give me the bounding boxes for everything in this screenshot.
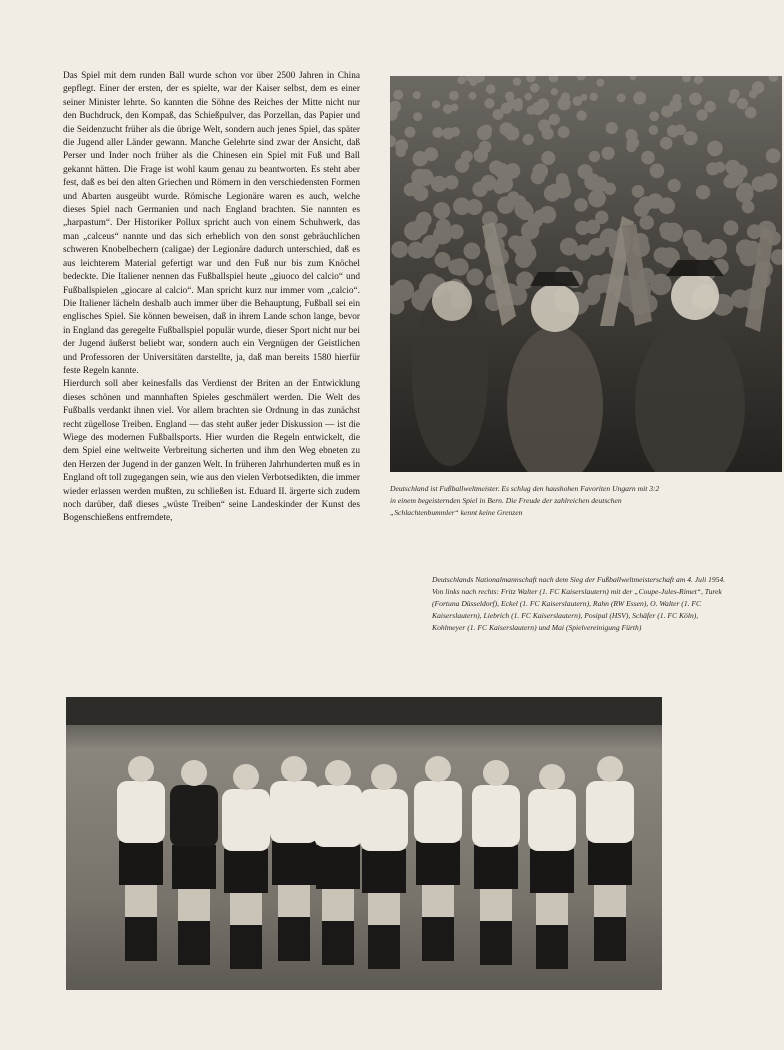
team-photo-caption: Deutschlands Nationalmannschaft nach dem Sieg der Fußballweltmeisterschaft am 4. Juli 1954. Von links nach rechts: Fritz Walter (1. FC Kaiserslautern) mit der „Coupe-Jules-Rimet“, Turek (Fortuna Düsseldorf), Eckel (1. FC Kaiserslautern), Rahn (RW Essen), O. Walter (1. FC Kaiserslautern), Liebrich (1. FC Kaiserslautern), Posipal (HSV), Schäfer (1. FC Köln), Kohlmeyer (1. FC Kaiserslautern) und Mai (Spielvereinigung Fürth) [432,575,726,632]
crowd-photo [390,76,782,472]
crowd-photo-image [390,76,782,472]
team-photo [66,697,662,990]
article-paragraph: Das Spiel mit dem runden Ball wurde schon vor über 2500 Jahren in China gepflegt. Einer der ersten, der es spielte, war der Kaiser selbst, dem es einer seiner Minister lehrte. So kannten die Söhne des Reiches der Mitte nicht nur den Buchdruck, den Kompaß, das Schießpulver, das Porzellan, das Papier und die Seidenzucht früher als die übrige Welt, sondern auch jenes Spiel, das später die Jugend aller Länder gewann. Manche Gelehrte sind zwar der Ansicht, daß Perser und Inder noch früher als die Chinesen ein Spiel mit Fuß und Ball gekannt hätten. Die Frage ist wohl kaum genau zu beantworten. Es steht aber fest, daß es bei den alten Griechen und Römern in den verschiedensten Formen und Abarten ausgeübt wurde. Römische Legionäre waren es auch, welche dieses Spiel nach Germanien und nach England brachten. Sie nannten es „harpastum“. Der Historiker Pollux spricht auch von einem Schuhwerk, das man „calceus“ nannte und das sich erheblich von den sonst gebräuchlichen schweren Knobelbechern (caligae) der Legionäre dadurch unterschied, daß es aus leichterem Material gefertigt war und den Fuß nur bis zum Knöchel bedeckte. Die Italiener nennen das Fußballspiel heute „giuoco del calcio“ und Fußballspielen „giocare al calcio“. Man spricht kurz nur immer vom „calcio“. Die Italiener lächeln deshalb auch immer über die Behauptung, Fußball sei ein englisches Spiel. Sie können beweisen, daß in ihrem Lande schon lange, bevor in England das geregelte Fußballspiel populär wurde, dieser Sport nicht nur bei der Jugend äußerst beliebt war, sondern auch ein Vergnügen der Geistlichen und Professoren der Universitäten darstellte, ja, daß man bereits 1580 hierfür feste Regeln kannte. [63,71,360,376]
team-photo-image [66,697,662,990]
crowd-photo-caption: Deutschland ist Fußballweltmeister. Es schlug den haushohen Favoriten Ungarn mit 3:2 in einem begeisternden Spiel in Bern. Die Freude der zahlreichen deutschen „Schlachtenbummler“ kennt keine Grenzen [390,484,660,517]
article-paragraph: Hierdurch soll aber keinesfalls das Verdienst der Briten an der Entwicklung dieses schönen und mannhaften Spieles geschmälert werden. Die Welt des Fußballs verdankt ihnen viel. Vor allem brachten sie Ordnung in das zunächst recht zügellose Treiben. England — das steht außer jeder Diskussion — ist die Wiege des modernen Fußballsports. Hier wurden die Regeln entwickelt, die dem Spiel eine weltweite Verbreitung sicherten und ihm den Weg ebneten zu den Herzen der Jugend in der ganzen Welt. In früheren Jahrhunderten muß es in England oft toll zugegangen sein, wie aus den vielen Verbotsedikten, die immer wieder erlassen werden mußten, zu schließen ist. Eduard II. ärgerte sich zudem noch darüber, daß dieses „wüste Treiben“ seine Landeskinder der Kunst des Bogenschießens entfremdete, [63,379,360,524]
article-text [63,70,360,526]
